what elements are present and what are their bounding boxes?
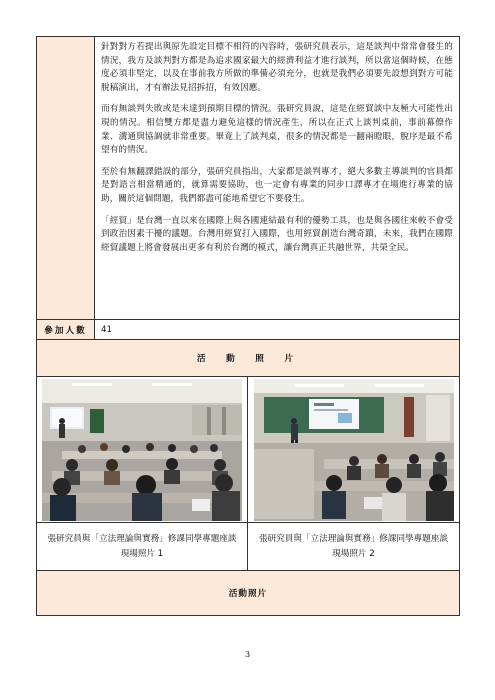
content-label-cell (37, 37, 95, 319)
photos-header: 活 動 照 片 (37, 340, 459, 377)
paragraph-3: 至於有無翻譯錯誤的部分，張研究員指出，大家都是談判專才，絕大多數主導談判的官員都是對語言相當精通的，就算需要協助，也一定會有專業的同步口譯專才在場進行專業的協助，關於這個問題，我們都盡可能地希望它不要發生。 (101, 166, 453, 204)
attendance-label: 參加人數 (37, 320, 95, 339)
attendance-row (37, 320, 459, 340)
paragraph-1: 針對對方若提出與原先設定目標不相符的內容時，張研究員表示，這是談判中常常會發生的情況，我方及談判對方都是為追求國家最大的經濟利益才進行談判，所以當這個時候，在態度必須非堅定，以及在事前我方所做的準備必須充分，也就是我們必須要先設想到對方可能脫稿演出，才有辦法見招拆招，有效因應。 (101, 42, 453, 93)
photo-cell-2 (248, 377, 459, 522)
photo-caption-1: 張研究員與「立法理論與實務」修課同學專題座談現場照片 1 (37, 523, 248, 570)
photo-cell-1 (37, 377, 248, 522)
page-number: 3 (244, 650, 251, 659)
attendance-value: 41 (101, 324, 112, 335)
photo-caption-2: 張研究員與「立法理論與實務」修課同學專題座談現場照片 2 (258, 533, 449, 559)
caption-row (37, 523, 459, 571)
report-content (95, 37, 459, 319)
paragraph-4: 「經貿」是台灣一直以來在國際上與各國連結最有利的優勢工具，也是與各國往來較不會受到政治因素干擾的議題。台灣用經貿打入國際，也用經貿創造台灣奇蹟，未來，我們在國際經貿議題上將會發展出更多有利於台灣的模式，讓台灣真正共融世界，共榮全民。 (101, 215, 453, 253)
classroom-photo-1 (42, 379, 242, 521)
paragraph-2: 而有無談判失敗或是未達到預期目標的情況。張研究員說，這是在經貿談中友極大可能性出現的情況。相信雙方都是盡力避免這樣的情況產生，所以在正式上談判桌前，事前幕僚作業、溝通與協調就非常重要。畢竟上了談判桌，很多的情況都是一翻兩瞪眼，脫序是最不希望有的情況。 (101, 104, 453, 156)
photo-row (37, 377, 459, 523)
footer-photos-header: 活動照片 (37, 571, 459, 615)
classroom-photo-2 (254, 379, 454, 521)
content-row (37, 37, 459, 320)
activity-report-table (36, 36, 460, 616)
